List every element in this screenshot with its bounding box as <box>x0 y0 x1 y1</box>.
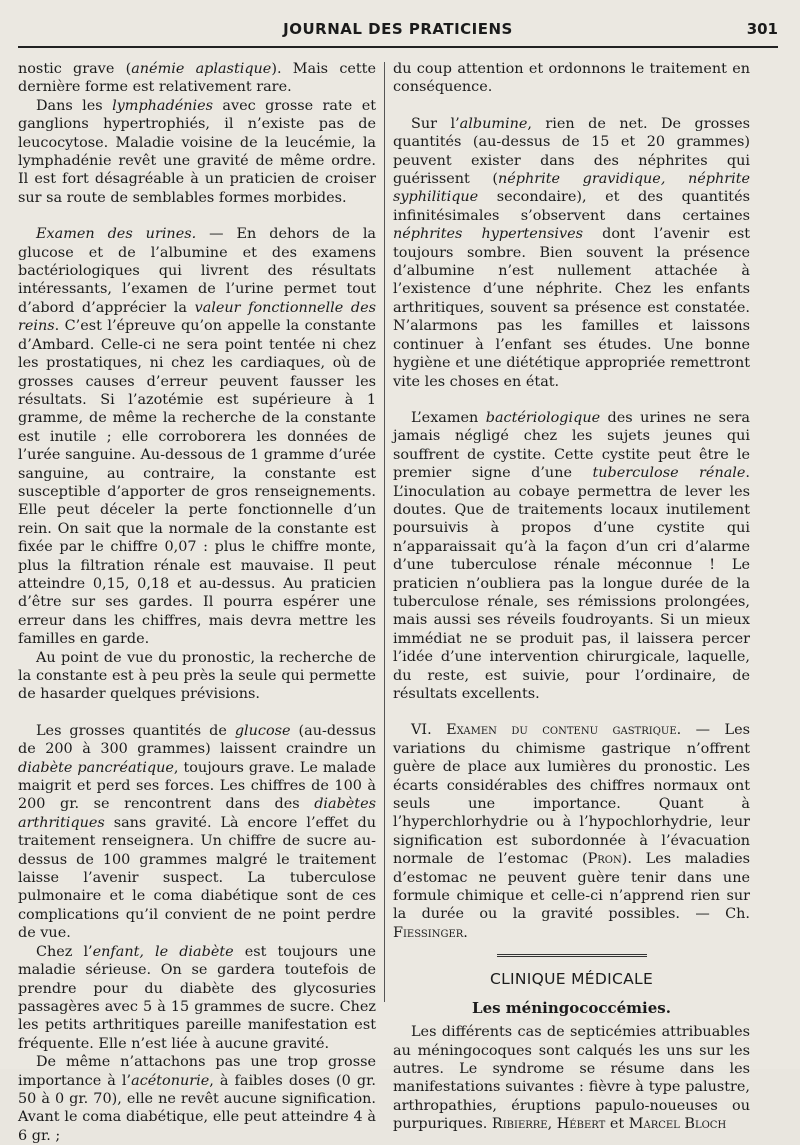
paragraph: Examen des urines. — En dehors de la glucose et de l’albumine et des examens bactériologiques qui livrent des résultats intéressants, l’examen de l’urine permet tout d’abord d’apprécier la valeur fonctionnelle des reins. C’est l’épreuve qu’on appelle la constante d’Ambard. Celle-ci ne sera point tentée ni chez les prostatiques, ni chez les cardiaques, où de grosses causes d’erreur peuvent fausser les résultats. Si l’azotémie est supérieure à 1 gramme, de même la recherche de la constante est inutile ; elle corroborera les données de l’urée sanguine. Au-dessous de 1 gramme d’urée sanguine, au contraire, la constante est susceptible d’apporter de gros renseignements. Elle peut déceler la perte fonctionnelle d’un rein. On sait que la normale de la constante est fixée par le chiffre 0,07 : plus le chiffre monte, plus la filtration rénale est mauvaise. Il peut atteindre 0,15, 0,18 et au-dessus. Au praticien d’être sur ses gardes. Il pourra espérer une erreur dans les chiffres, mais devra mettre les familles en garde. <box>18 226 376 648</box>
section-separator <box>497 954 647 960</box>
page-header <box>18 14 778 48</box>
paragraph: Chez l’enfant, le diabète est toujours une maladie sérieuse. On se gardera toutefois de prendre pour du diabète des glycosuries passagères avec 5 à 15 grammes de sucre. Chez les petits arthritiques pareille manifestation est fréquente. Elle n’est liée à aucune gravité. <box>18 943 376 1052</box>
column-divider <box>384 62 385 1002</box>
paragraph: Les différents cas de septicémies attribuables au méningocoques sont calqués les uns sur les autres. Le syndrome se résume dans les manifestations suivantes : fièvre à type palustre, arthropathies, éruptions papulo-noueuses ou purpuriques. Ribierre, Hébert et Marcel Bloch <box>393 1024 750 1133</box>
journal-title: JOURNAL DES PRATICIENS <box>283 20 513 38</box>
article-title: Les méningococcémies. <box>472 998 671 1017</box>
section-title: CLINIQUE MÉDICALE <box>489 970 654 989</box>
paragraph: Les grosses quantités de glucose (au-dessus de 200 à 300 grammes) laissent craindre un diabète pancréatique, toujours grave. Le malade maigrit et perd ses forces. Les chiffres de 100 à 200 gr. se rencontrent dans des diabètes arthritiques sans gravité. Là encore l’effet du traitement renseignera. Un chiffre de sucre au-dessus de 100 grammes malgré le traitement laisse l’avenir suspect. La tuberculose pulmonaire et le coma diabétique sont de ces complications qu’il convient de ne point perdre de vue. <box>18 722 376 942</box>
paragraph: L’examen bactériologique des urines ne sera jamais négligé chez les sujets jeunes qui souffrent de cystite. Cette cystite peut être le premier signe d’une tuberculose rénale. L’inoculation au cobaye permettra de lever les doutes. Que de traitements locaux inutilement poursuivis à propos d’une cystite qui n’apparaissait qu’à la façon d’un cri d’alarme d’une tuberculose rénale méconnue ! Le praticien n’oubliera pas la longue durée de la tuberculose rénale, ses rémissions prolongées, mais aussi ses réveils foudroyants. Si un mieux immédiat ne se produit pas, il laissera percer l’idée d’une intervention chirurgicale, laquelle, du reste, est suivie, pour l’ordinaire, de résultats excellents. <box>393 409 750 702</box>
right-column <box>393 60 750 1134</box>
authors: Ribierre, Hébert <box>491 1116 606 1133</box>
paragraph: Sur l’albumine, rien de net. De grosses quantités (au-dessus de 15 et 20 grammes) peuvent exister dans des néphrites qui guérissent (néphrite gravidique, néphrite syphilitique secondaire), et des quantités infinitésimales s’observent dans certaines néphrites hypertensives dont l’avenir est toujours sombre. Bien souvent la présence d’albumine n’est nullement attachée à l’existence d’une néphrite. Chez les enfants arthritiques, souvent sa présence est constatée. N’alarmons pas les familles et laissons continuer à l’enfant ses études. Une bonne hygiène et une diététique appropriée remettront vite les choses en état. <box>393 115 750 390</box>
section-heading: VI. Examen du contenu gastrique. <box>411 722 682 739</box>
paragraph: Au point de vue du pronostic, la recherche de la constante est à peu près la seule qui permette de hasarder quelques prévisions. <box>18 649 376 703</box>
paragraph: Dans les lymphadénies avec grosse rate et ganglions hypertrophiés, il n’existe pas de leucocytose. Maladie voisine de la leucémie, la lymphadénie revêt une gravité de même ordre. Il est fort désagréable à un praticien de croiser sur sa route de semblables formes morbides. <box>18 97 376 206</box>
paragraph: nostic grave (anémie aplastique). Mais cette dernière forme est relativement rare. <box>18 61 376 96</box>
author: Fiessinger. <box>393 924 468 941</box>
paragraph-section-vi: VI. Examen du contenu gastrique. — Les variations du chimisme gastrique n’offrent guère de place aux lumières du pronostic. Les écarts considérables des chiffres normaux ont seuls une importance. Quant à l’hyperchlorhydrie ou à l’hypochlorhydrie, leur signification est subordonnée à l’évacuation normale de l’estomac (Pron). Les maladies d’estomac ne peuvent guère tenir dans une formule chimique et celle-ci n’apprend rien sur la durée ou la gravité possibles. — Ch. Fiessinger. <box>393 722 751 941</box>
paragraph: De même n’attachons pas une trop grosse importance à l’acétonurie, à faibles doses (0 gr. 50 à 0 gr. 70), elle ne revêt aucune signification. Avant le coma diabétique, elle peut atteindre 4 à 6 gr. ; <box>18 1054 376 1144</box>
paragraph: du coup attention et ordonnons le traitement en conséquence. <box>393 61 750 96</box>
author: Marcel Bloch <box>628 1116 727 1133</box>
page-number: 301 <box>746 20 778 38</box>
left-column <box>18 60 376 1145</box>
